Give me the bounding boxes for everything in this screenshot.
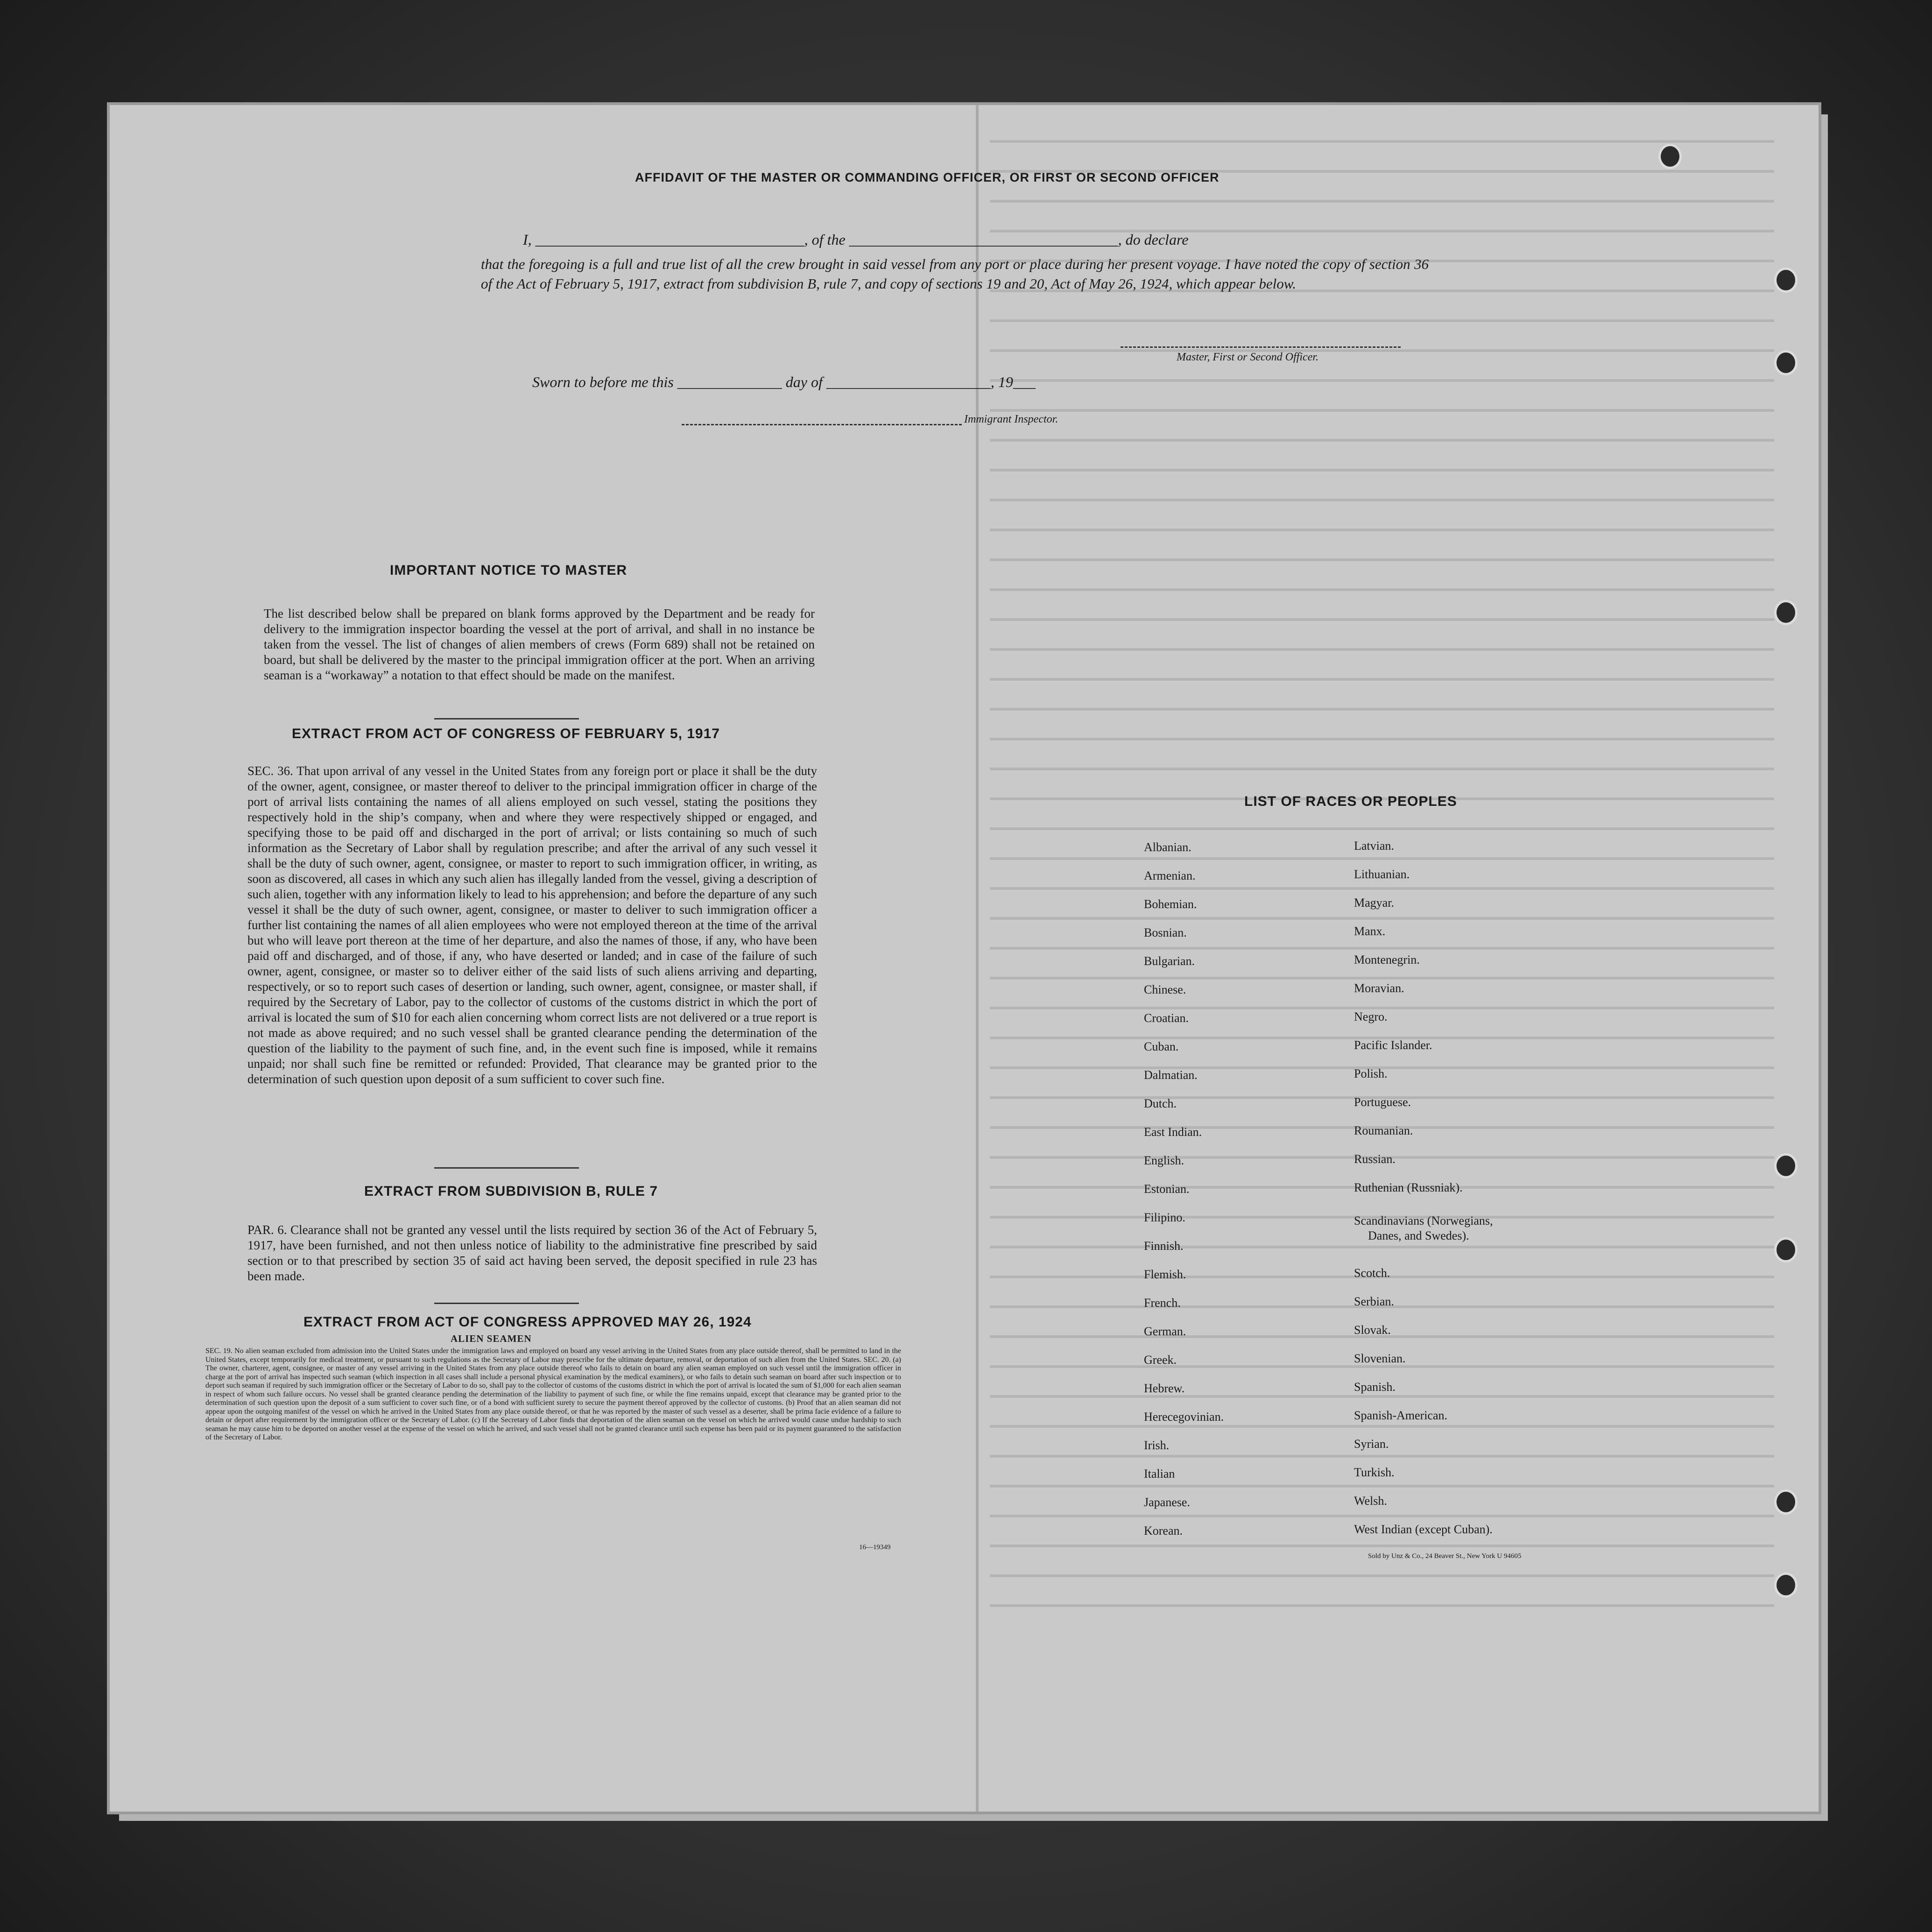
extract-1924-subtitle: ALIEN SEAMEN	[451, 1333, 532, 1344]
notice-title: IMPORTANT NOTICE TO MASTER	[390, 563, 628, 578]
race-item: Moravian.	[1354, 981, 1404, 995]
race-item: Korean.	[1144, 1524, 1183, 1537]
race-item: Bulgarian.	[1144, 954, 1195, 968]
signature-label: Master, First or Second Officer.	[1177, 351, 1319, 363]
race-item: Pacific Islander.	[1354, 1038, 1432, 1052]
binder-hole	[1774, 350, 1798, 375]
race-item: French.	[1144, 1296, 1181, 1310]
races-title: LIST OF RACES OR PEOPLES	[1244, 794, 1457, 809]
race-item: Welsh.	[1354, 1494, 1387, 1508]
race-item: Roumanian.	[1354, 1124, 1413, 1137]
race-item: Turkish.	[1354, 1466, 1395, 1479]
race-item: Irish.	[1144, 1438, 1170, 1452]
sworn-line: Sworn to before me this ______________ day of ______________________, 19___	[532, 374, 1036, 390]
binder-hole	[1774, 600, 1798, 625]
race-item: Polish.	[1354, 1067, 1388, 1080]
binder-hole	[1774, 1572, 1798, 1598]
race-item: Montenegrin.	[1354, 953, 1420, 966]
race-item: Serbian.	[1354, 1295, 1394, 1308]
binder-hole	[1774, 268, 1798, 293]
binder-hole	[1774, 1237, 1798, 1262]
race-item: Armenian.	[1144, 869, 1196, 882]
binder-hole	[1658, 144, 1682, 169]
printer-credit: Sold by Unz & Co., 24 Beaver St., New York U 94605	[1368, 1552, 1522, 1560]
race-item: Greek.	[1144, 1353, 1177, 1367]
race-item: Scotch.	[1354, 1266, 1390, 1280]
race-item: Spanish.	[1354, 1380, 1396, 1394]
binder-hole	[1774, 1489, 1798, 1515]
page-fold	[976, 105, 979, 1812]
race-item: Spanish-American.	[1354, 1409, 1448, 1422]
extract-1924-title: EXTRACT FROM ACT OF CONGRESS APPROVED MAY 26, 1924	[303, 1314, 752, 1330]
affidavit-title: AFFIDAVIT OF THE MASTER OR COMMANDING OFFICER, OR FIRST OR SECOND OFFICER	[635, 170, 1220, 184]
extract-rule7-title: EXTRACT FROM SUBDIVISION B, RULE 7	[364, 1184, 658, 1199]
notice-body: The list described below shall be prepared on blank forms approved by the Department and be ready for delivery to the immigration inspector boarding the vessel at the port of arrival, and shall in no instance be taken from the vessel. The list of changes of alien members of crews (Form 689) shall not be retained on board, but shall be delivered by the master to the principal immigration officer at the port. When an arriving seaman is a “workaway” a notation to that effect should be made on the manifest.	[264, 606, 815, 682]
section-rule	[434, 1303, 579, 1304]
race-item: Negro.	[1354, 1010, 1388, 1023]
race-item: Slovenian.	[1354, 1352, 1406, 1365]
race-item: Latvian.	[1354, 839, 1394, 853]
race-item: Hebrew.	[1144, 1382, 1185, 1395]
race-item: Croatian.	[1144, 1011, 1189, 1025]
race-item: Portuguese.	[1354, 1095, 1411, 1109]
affidavit-body: that the foregoing is a full and true list of all the crew brought in said vessel from any port or place during her present voyage. I have noted the copy of section 36 of the Act of February 5, 1917, extract from subdivision B, rule 7, and copy of sections 19 and 20, Act of May 26, 1924, which appear below.	[481, 256, 1429, 292]
race-item: Russian.	[1354, 1152, 1396, 1166]
race-item: German.	[1144, 1325, 1186, 1338]
extract-1917-title: EXTRACT FROM ACT OF CONGRESS OF FEBRUARY 5, 1917	[292, 726, 720, 741]
race-item: Syrian.	[1354, 1437, 1389, 1451]
race-item: Flemish.	[1144, 1268, 1186, 1281]
race-item: Dalmatian.	[1144, 1068, 1198, 1082]
race-item: East Indian.	[1144, 1125, 1202, 1139]
inspector-signature-line	[682, 424, 962, 425]
form-number: 16—19349	[859, 1544, 891, 1551]
race-item: English.	[1144, 1154, 1184, 1167]
signature-line	[1121, 346, 1401, 348]
race-item: Ruthenian (Russniak).	[1354, 1181, 1463, 1194]
section-rule	[434, 718, 579, 719]
race-item: Magyar.	[1354, 896, 1394, 910]
extract-1924-body: SEC. 19. No alien seaman excluded from admission into the United States under the immigration laws and employed on board any vessel arriving in the United States from any place outside thereof, shall be permitted to land in the United States, except temporarily for medical treatment, or pursuant to such regulations as the Secretary of Labor may prescribe for the ultimate departure, removal, or deportation of such alien from the United States. SEC. 20. (a) The owner, charterer, agent, consignee, or master of any vessel arriving in the United States from any place outside thereof who fails to detain on board any alien seaman employed on such vessel until the immigration officer in charge at the port of arrival has inspected such seaman (which inspection in all cases shall include a personal physical examination by the medical examiners), or who fails to detain such seaman on board after such inspection or to deport such seaman if required by such immigration officer or the Secretary of Labor to do so, shall pay to the collector of customs of the customs district in which the port of arrival is located the sum of $1,000 for each alien seaman in respect of whom such failure occurs. No vessel shall be granted clearance pending the determination of the liability to payment of such fine, or while the fine remains unpaid, except that clearance may be granted prior to the determination of such question upon the deposit of a sum sufficient to cover such fine, or of a bond with sufficient surety to secure the payment thereof approved by the collector of customs. (b) Proof that an alien seaman did not appear upon the outgoing manifest of the vessel on which he arrived in the United States from any place outside thereof, or that he was reported by the master of such vessel as a deserter, shall be prima facie evidence of a failure to detain or deport after requirement by the immigration officer or the Secretary of Labor. (c) If the Secretary of Labor finds that deportation of the alien seaman on the vessel on which he arrived would cause undue hardship to such seaman he may cause him to be deported on another vessel at the expense of the vessel on which he arrived, and such vessel shall not be granted clearance until such expense has been paid or its payment guaranteed to the satisfaction of the Secretary of Labor.	[205, 1347, 901, 1441]
binder-hole	[1774, 1153, 1798, 1178]
race-item: Herecegovinian.	[1144, 1410, 1224, 1424]
extract-rule7-body: PAR. 6. Clearance shall not be granted any vessel until the lists required by section 36 of the Act of February 5, 1917, have been furnished, and not then unless notice of liability to the administrative fine prescribed by said section or to that prescribed by section 35 of said act having been served, the deposit specified in rule 23 has been made.	[247, 1223, 817, 1283]
race-item: Manx.	[1354, 924, 1386, 938]
race-item: Cuban.	[1144, 1040, 1179, 1053]
race-item: Albanian.	[1144, 840, 1192, 854]
affidavit-declaration-line: I, ____________________________________, of the ____________________________________, do declare	[523, 231, 1189, 248]
race-item: Japanese.	[1144, 1495, 1190, 1509]
race-item: West Indian (except Cuban).	[1354, 1523, 1493, 1536]
race-item: Bohemian.	[1144, 897, 1197, 911]
race-item: Danes, and Swedes).	[1368, 1229, 1469, 1242]
race-item: Chinese.	[1144, 983, 1186, 996]
race-item: Dutch.	[1144, 1097, 1177, 1110]
race-item: Filipino.	[1144, 1211, 1185, 1224]
race-item: Slovak.	[1354, 1323, 1391, 1337]
race-item: Bosnian.	[1144, 926, 1187, 939]
race-item: Italian	[1144, 1467, 1175, 1481]
race-item: Estonian.	[1144, 1182, 1190, 1196]
inspector-label: Immigrant Inspector.	[964, 413, 1058, 425]
extract-1917-body: SEC. 36. That upon arrival of any vessel in the United States from any foreign port or place it shall be the duty of the owner, agent, consignee, or master thereof to deliver to the principal immigration officer in charge of the port of arrival lists containing the names of all aliens employed on such vessel, stating the positions they respectively hold in the ship’s company, when and where they were respectively shipped or engaged, and specifying those to be paid off and discharged in the port of arrival; or lists containing so much of such information as the Secretary of Labor shall by regulation prescribe; and after the arrival of any such vessel it shall be the duty of such owner, agent, consignee, or master to report to such immigration officer, in writing, as soon as discovered, all cases in which any such alien has illegally landed from the vessel, giving a description of such alien, together with any information likely to lead to his apprehension; and before the departure of any such vessel it shall be the duty of such owner, agent, consignee, or master to deliver to such immigration officer a further list containing the names of all alien employees who were not employed thereon at the time of the arrival but who will leave port thereon at the time of her departure, and also the names of those, if any, who have been paid off and discharged, and of those, if any, who have deserted or landed; and in case of the failure of such owner, agent, consignee, or master so to deliver either of the said lists of such aliens arriving and departing, respectively, or so to report such cases of desertion or landing, such owner, agent, consignee, or master shall, if required by the Secretary of Labor, pay to the collector of customs of the customs district in which the port of arrival is located the sum of $10 for each alien concerning whom correct lists are not delivered or a true report is not made as above required; and no such vessel shall be granted clearance pending the determination of the question of the liability to the payment of such fine, and, in the event such fine is imposed, while it remains unpaid; nor shall such fine be remitted or refunded: Provided, That clearance may be granted prior to the determination of such question upon deposit of a sum sufficient to cover such fine.	[247, 764, 817, 1086]
race-item: Lithuanian.	[1354, 867, 1410, 881]
race-item: Finnish.	[1144, 1239, 1184, 1253]
race-item: Scandinavians (Norwegians,	[1354, 1214, 1493, 1227]
section-rule	[434, 1167, 579, 1169]
